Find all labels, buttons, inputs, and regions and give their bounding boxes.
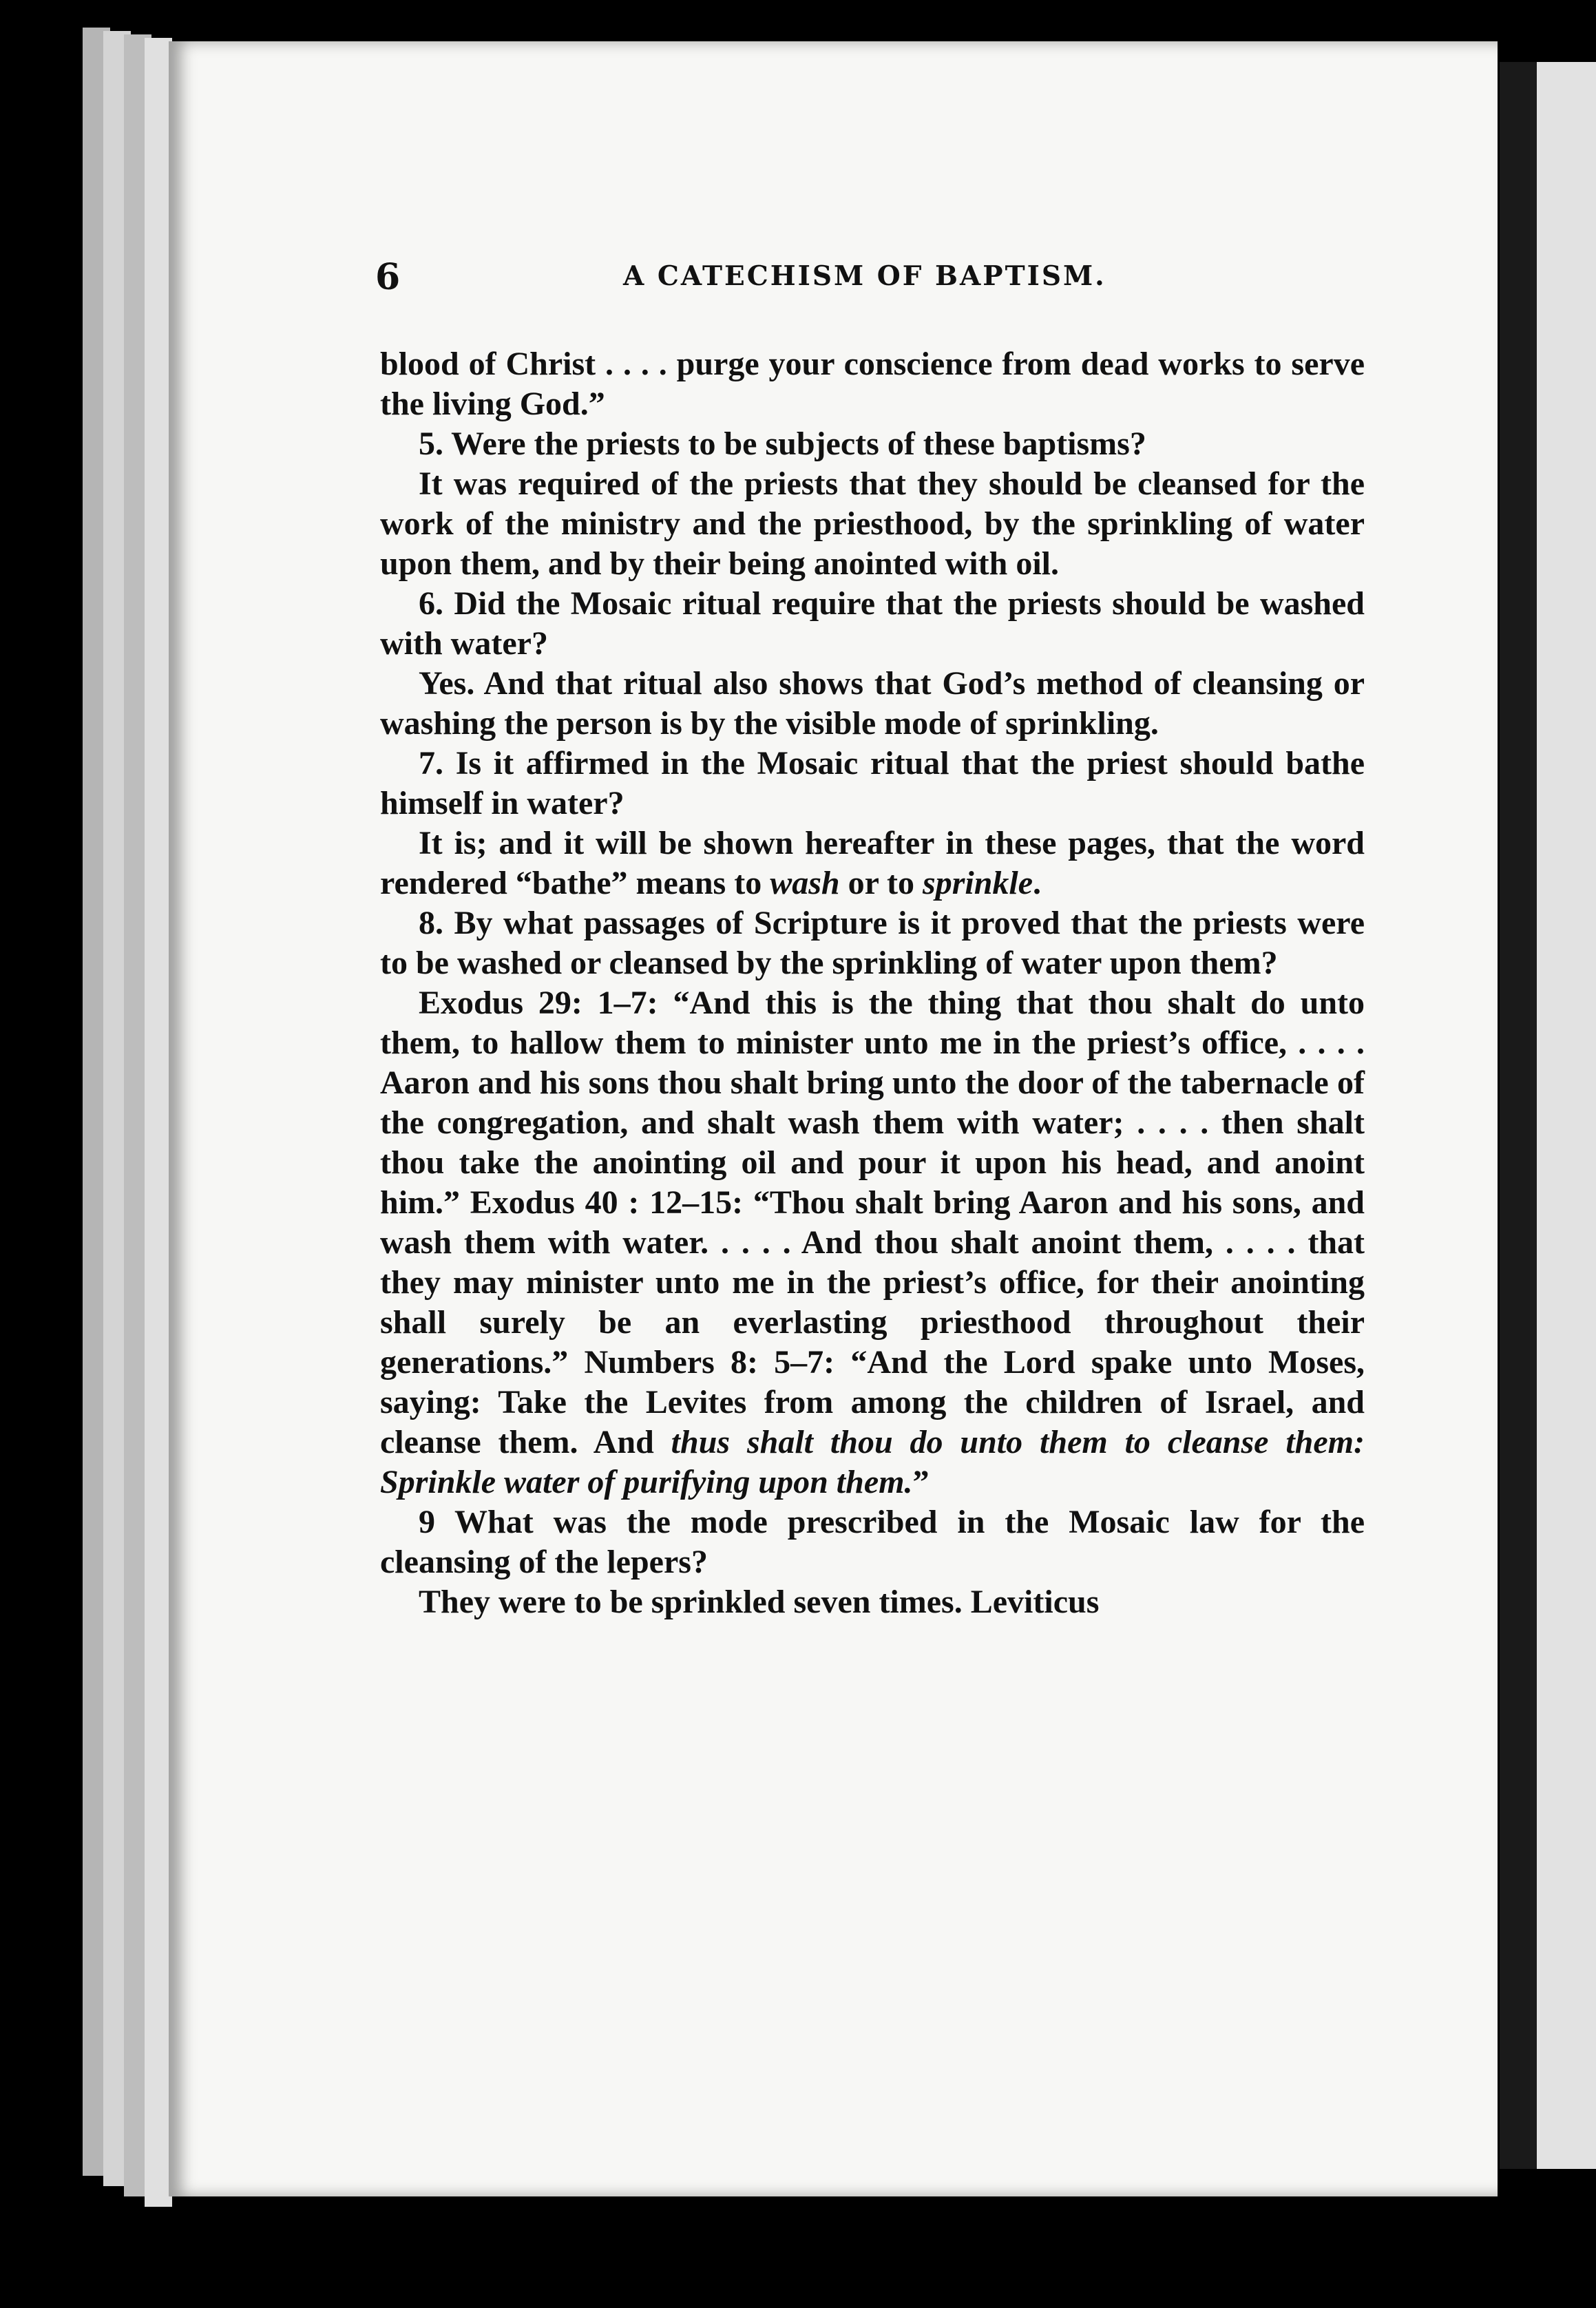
answer: It was required of the priests that they should be cleansed for the work of the ministry and the priesthood, by the sprinkling of water upon them, and by their being anointed with oil. xyxy=(380,465,1365,582)
italic-word: wash xyxy=(770,865,840,901)
italic-quotation: thus shalt thou do unto them to cleanse them: Sprinkle water of purifying upon them. xyxy=(380,1424,1365,1500)
answer xyxy=(380,983,1365,1502)
answer-text: Exodus 29: 1–7: “And this is the thing that thou shalt do unto them, to hallow them to minister unto me in the priest’s office, . . . . Aaron and his sons thou shalt bring unto the door of the tabernacle of the congregation, and shalt wash them with water; . . . . then shalt thou take the anointing oil and pour it upon his head, and anoint him.” Exodus 40 : 12–15: “Thou shalt bring Aaron and his sons, and wash them with water. . . . . And thou shalt anoint them, . . . . that they may minister unto me in the priest’s office, for their anointing shall surely be an everlasting priesthood throughout their generations.” Numbers 8: 5–7: “And the Lord spake unto Moses, saying: Take the Levites from among the children of Israel, and cleanse them. And xyxy=(380,985,1365,1460)
facing-page-edge xyxy=(1537,62,1596,2169)
question: 8. By what passages of Scripture is it proved that the priests were to be washed or cleansed by the sprinkling of water upon them? xyxy=(380,905,1365,981)
facing-page-shadow xyxy=(1500,62,1537,2169)
answer-text: It is; and it will be shown hereafter in these pages, that the word rendered “bathe” means to xyxy=(380,825,1365,901)
page-number: 6 xyxy=(375,256,401,298)
answer-text: . xyxy=(1033,865,1042,901)
question: 6. Did the Mosaic ritual require that the priests should be washed with water? xyxy=(380,585,1365,662)
running-title: A CATECHISM OF BAPTISM. xyxy=(623,260,1106,292)
body-text xyxy=(380,344,1365,1622)
page-edge xyxy=(145,38,172,2207)
answer-text: or to xyxy=(839,865,923,901)
question: 7. Is it affirmed in the Mosaic ritual that the priest should bathe himself in water? xyxy=(380,745,1365,821)
answer: They were to be sprinkled seven times. Leviticus xyxy=(419,1584,1100,1620)
answer xyxy=(380,823,1365,903)
paragraph: blood of Christ . . . . purge your conscience from dead works to serve the living God.” xyxy=(380,346,1365,422)
answer: Yes. And that ritual also shows that God’s method of cleansing or washing the person is by the visible mode of sprinkling. xyxy=(380,665,1365,742)
question: 5. Were the priests to be subjects of these baptisms? xyxy=(419,426,1146,462)
answer-text: ” xyxy=(912,1464,930,1500)
page-header xyxy=(375,256,1367,297)
italic-word: sprinkle xyxy=(923,865,1033,901)
question: 9 What was the mode prescribed in the Mosaic law for the cleansing of the lepers? xyxy=(380,1504,1365,1580)
